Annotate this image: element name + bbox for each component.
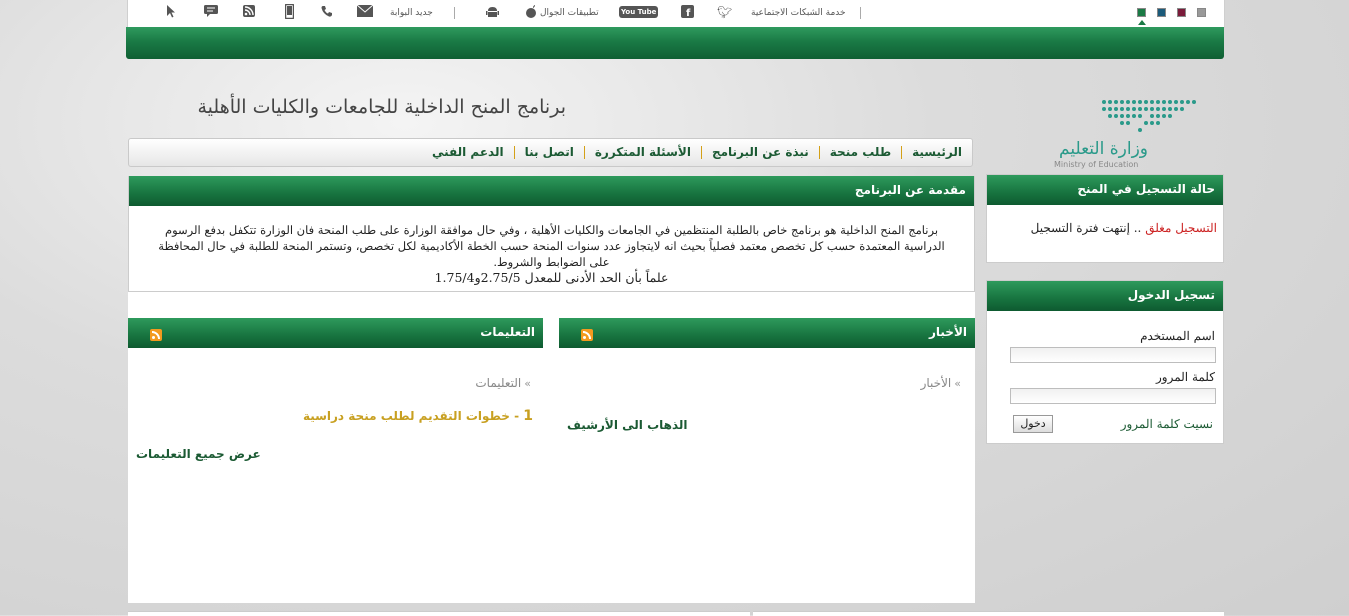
registration-status-closed: التسجيل مغلق [1145,221,1217,235]
news-crumb-label: الأخبار [920,376,952,390]
nav-divider [701,146,702,159]
logo-text-ar: وزارة التعليم [1059,139,1148,159]
cursor-icon[interactable] [166,5,176,19]
instruction-item[interactable] [303,408,533,424]
nav-divider [584,146,585,159]
nav-item-faq[interactable]: الأسئلة المتكررة [594,145,691,159]
intro-text [133,222,970,286]
intro-section [128,176,975,292]
login-title: تسجيل الدخول [1127,288,1215,302]
view-all-instructions-link[interactable]: عرض جميع التعليمات [136,447,261,461]
footer-strip-left [128,611,750,616]
news-rss-icon[interactable] [581,329,593,341]
mail-icon[interactable] [357,5,373,19]
username-label: اسم المستخدم [1140,329,1215,343]
news-archive-link[interactable]: الذهاب الى الأرشيف [567,418,688,432]
password-input[interactable] [1010,388,1216,404]
footer-strip-right [753,611,1224,616]
news-section [559,318,975,478]
svg-text:f: f [686,8,691,18]
instructions-header [128,318,543,348]
intro-title: مقدمة عن البرنامج [854,183,966,197]
login-box [986,280,1224,444]
main-nav [128,138,973,167]
login-submit-button[interactable]: دخول [1013,415,1053,433]
theme-blue-swatch[interactable] [1157,8,1166,17]
top-bar [127,0,1225,28]
news-header [559,318,975,348]
nav-item-contact[interactable]: اتصل بنا [524,145,574,159]
registration-status-separator: .. [1133,221,1142,235]
ministry-logo[interactable] [1052,98,1196,172]
chat-icon[interactable] [204,5,218,19]
instructions-title: التعليمات [480,325,535,339]
phone-icon[interactable] [321,5,333,19]
facebook-icon[interactable] [681,5,694,19]
apple-icon[interactable] [525,5,537,19]
nav-item-support[interactable]: الدعم الفني [431,145,504,159]
intro-line-2: الدراسية المعتمدة حسب كل تخصص معتمد فصلياً بحيث انه لايتجاوز عدد سنوات المنحة حسب الخطة الأكاديمية لكل تخصص، وتستمر المنحة للطلبة في حال المحافظة [158,239,945,253]
nav-divider [514,146,515,159]
green-banner-bar [126,27,1224,59]
forgot-password-link[interactable]: نسيت كلمة المرور [1120,417,1213,431]
twitter-icon[interactable]: 🐦︎ [717,5,733,19]
news-crumb [921,376,961,390]
mobile-icon[interactable] [285,4,294,18]
username-input[interactable] [1010,347,1216,363]
registration-status-text [1031,221,1217,235]
logo-text-en: Ministry of Education [1054,160,1139,169]
instructions-crumb [475,376,531,390]
double-chevron-icon: » [524,377,531,390]
instruction-item-link[interactable]: خطوات التقديم لطلب منحة دراسية [302,409,510,423]
news-title: الأخبار [928,325,967,339]
theme-selected-indicator [1138,20,1146,25]
topbar-divider [860,7,861,19]
instructions-crumb-label: التعليمات [475,376,522,390]
intro-line-1: برنامج المنح الداخلية هو برنامج خاص بالطلبة المنتظمين في الجامعات والكليات الأهلية ، وفي حال موافقة الوزارة على طلب المنحة فان الوزارة تتكفل بدفع الرسوم [164,223,939,237]
theme-green-swatch[interactable] [1137,8,1146,17]
intro-header [129,176,974,206]
nav-item-apply[interactable]: طلب منحة [829,145,892,159]
registration-status-title: حالة التسجيل في المنح [1077,182,1215,196]
intro-line-3: على الضوابط والشروط. [493,255,610,269]
rss-icon[interactable] [243,5,255,19]
nav-divider [819,146,820,159]
intro-line-4: علماً بأن الحد الأدنى للمعدل 2.75/5و1.75/4 [434,270,669,285]
registration-status-message: إنتهت فترة التسجيل [1030,221,1130,235]
portal-new-label[interactable]: جديد البوابة [390,8,433,18]
android-icon[interactable] [486,5,499,19]
youtube-label[interactable]: You Tube [621,8,657,16]
password-label: كلمة المرور [1155,370,1215,384]
mobile-apps-label[interactable]: تطبيقات الجوال [540,8,599,18]
youtube-icon[interactable] [619,5,658,19]
instruction-item-dash: - [514,409,520,423]
nav-item-about[interactable]: نبذة عن البرنامج [711,145,809,159]
login-header [987,281,1223,311]
site-title: برنامج المنح الداخلية للجامعات والكليات الأهلية [197,96,566,118]
theme-maroon-swatch[interactable] [1177,8,1186,17]
registration-status-box [986,174,1224,263]
registration-status-header [987,175,1223,205]
instruction-item-number: 1 [523,408,533,424]
nav-divider [901,146,902,159]
nav-item-home[interactable]: الرئيسية [912,145,962,159]
social-networks-label[interactable]: خدمة الشبكات الاجتماعية [751,8,846,18]
instructions-section [128,318,543,478]
double-chevron-icon: » [954,377,961,390]
theme-gray-swatch[interactable] [1197,8,1206,17]
topbar-divider [454,7,455,19]
instructions-rss-icon[interactable] [150,329,162,341]
